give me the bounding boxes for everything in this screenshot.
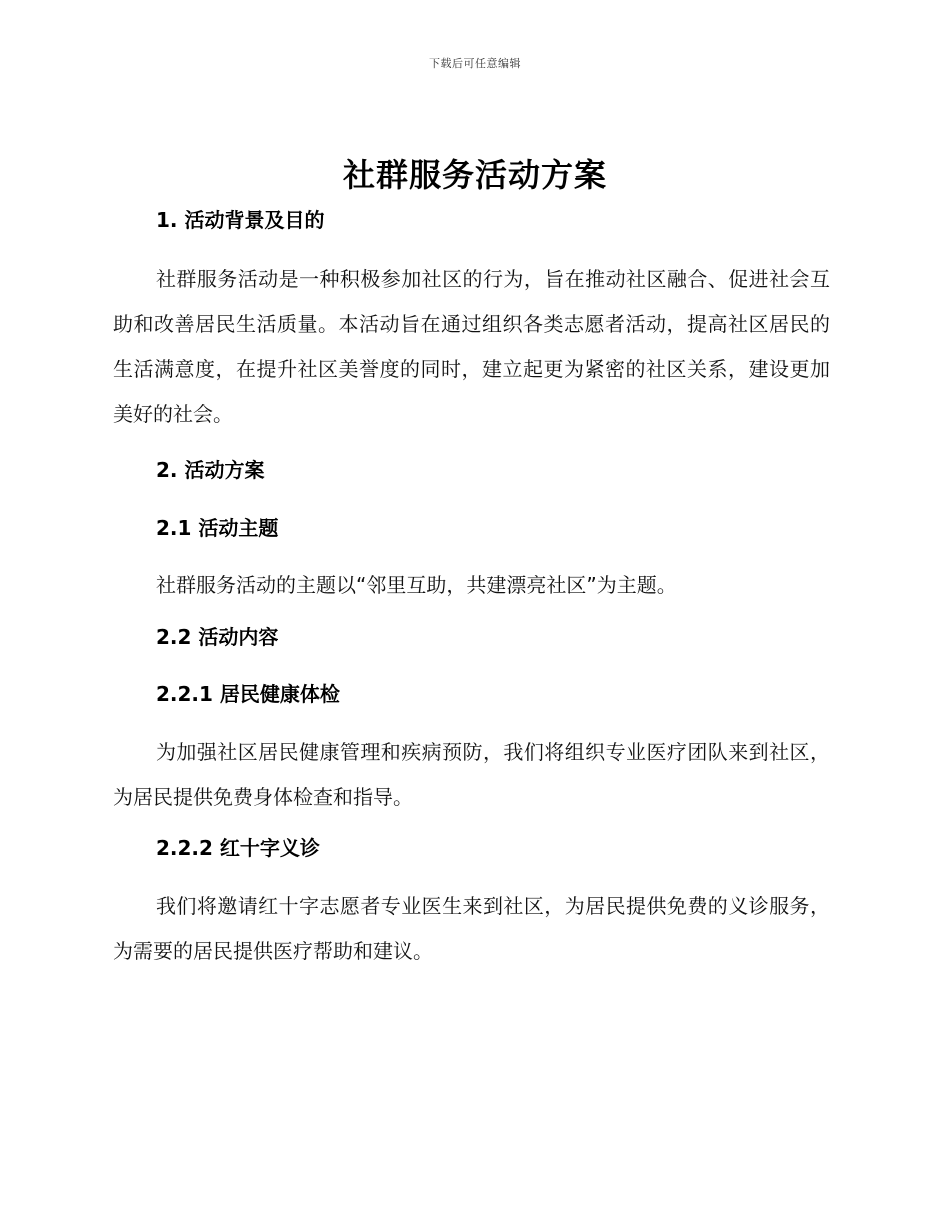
section-paragraph-2-2-2: 我们将邀请红十字志愿者专业医生来到社区，为居民提供免费的义诊服务，为需要的居民提供医疗帮助和建议。 — [113, 894, 830, 963]
section-paragraph-2-2-1: 为加强社区居民健康管理和疾病预防，我们将组织专业医疗团队来到社区，为居民提供免费身体检查和指导。 — [113, 740, 830, 809]
section-heading-2-2-1: 2.2.1 居民健康体检 — [156, 682, 340, 706]
section-heading-1: 1. 活动背景及目的 — [156, 208, 325, 232]
section-heading-2-1: 2.1 活动主题 — [156, 516, 279, 540]
section-paragraph-2-1: 社群服务活动的主题以“邻里互助，共建漂亮社区”为主题。 — [156, 573, 677, 597]
section-paragraph-1: 社群服务活动是一种积极参加社区的行为，旨在推动社区融合、促进社会互助和改善居民生活质量。本活动旨在通过组织各类志愿者活动，提高社区居民的生活满意度，在提升社区美誉度的同时，建立起更为紧密的社区关系，建设更加美好的社会。 — [113, 267, 830, 426]
document-body — [113, 205, 830, 974]
header-note: 下载后可任意编辑 — [429, 57, 521, 70]
document-title: 社群服务活动方案 — [342, 156, 607, 194]
section-heading-2-2: 2.2 活动内容 — [156, 625, 279, 649]
section-heading-2-2-2: 2.2.2 红十字义诊 — [156, 836, 320, 860]
section-heading-2: 2. 活动方案 — [156, 458, 265, 482]
